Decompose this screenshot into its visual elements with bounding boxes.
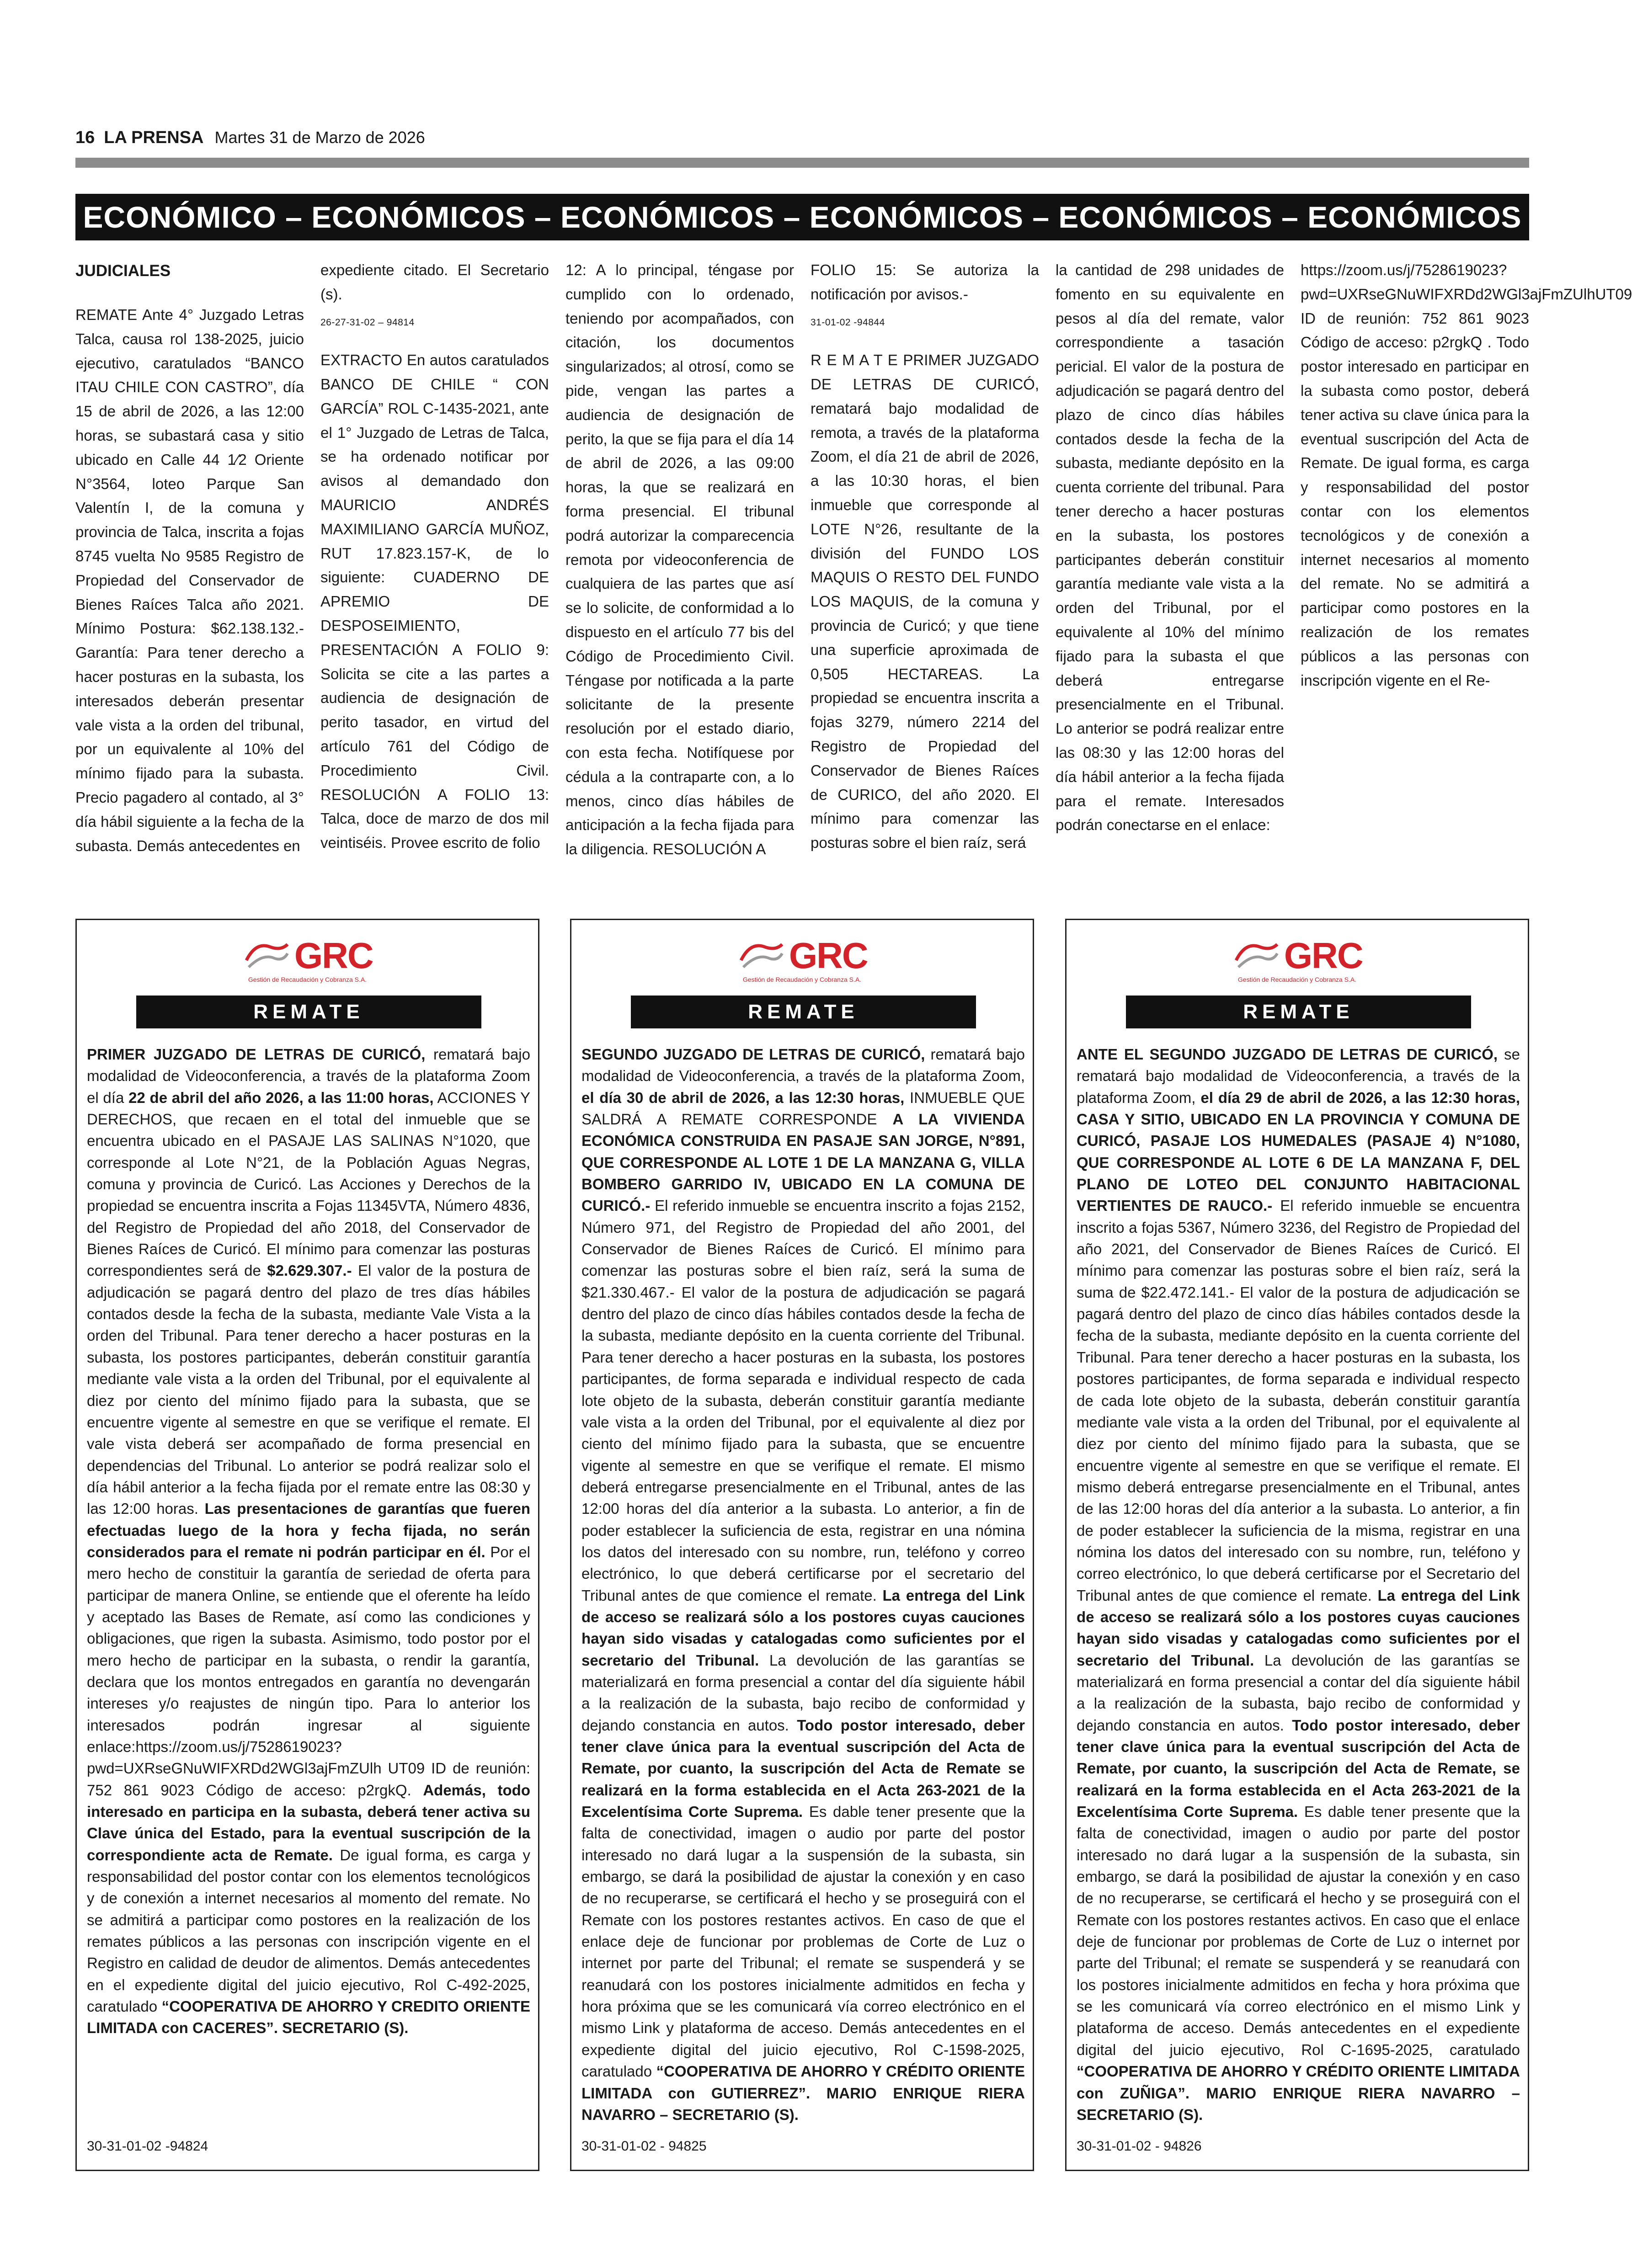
section-title: ECONÓMICO – ECONÓMICOS – ECONÓMICOS – ECONÓMICOS – ECONÓMICOS – ECONÓMICOS [75,194,1529,240]
remate-notice-1 [75,919,539,2171]
classifieds-heading: JUDICIALES [75,262,171,280]
notice-body: PRIMER JUZGADO DE LETRAS DE CURICÓ, rematará bajo modalidad de Videoconferencia, a través de la plataforma Zoom el día 22 de abril del año 2026, a las 11:00 horas, ACCIONES Y DERECHOS, que recaen en el total del inmueble que se encuentra ubicado en el PASAJE LAS SALINAS N°1020, que corresponde al Lote N°21, de la Población Aguas Negras, comuna y provincia de Curicó. Las Acciones y Derechos de la propiedad se encuentra inscrita a Fojas 11345VTA, Número 4836, del Registro de Propiedad del año 2018, del Conservador de Bienes Raíces de Curicó. El mínimo para comenzar las posturas correspondientes será de $2.629.307.- El valor de la postura de adjudicación se pagará dentro del plazo de tres días hábiles contados desde la fecha de la subasta, mediante Vale Vista a la orden del Tribunal. Para tener derecho a hacer posturas en la subasta, los postores participantes, deberán constituir garantía mediante vale vista a la orden del Tribunal, por el equivalente al diez por ciento del mínimo fijado para la subasta, que se encuentre vigente al semestre en que se verifique el remate. El vale vista deberá ser acompañado de forma presencial en dependencias del Tribunal. Lo anterior se podrá realizar solo el día hábil anterior a la fecha fijada por el remate entre las 08:30 y las 12:00 horas. Las presentaciones de garantías que fueren efectuadas luego de la hora y fecha fijada, no serán considerados para el remate ni podrán participar en él. Por el mero hecho de constituir la garantía de seriedad de oferta para participar de manera Online, se entiende que el oferente ha leído y aceptado las Bases de Remate, así como las condiciones y obligaciones, que rigen la subasta. Asimismo, todo postor por el mero hecho de participar en la subasta, o rendir la garantía, declara que los montos entregados en garantía no devengarán intereses y/o reajustes de ningún tipo. Para lo anterior los interesados podrán ingresar al siguiente enlace:https://zoom.us/j/7528619023?pwd=UXRseGNuWIFXRDd2WGl3ajFmZUlh UT09 ID de reunión: 752 861 9023 Código de acceso: p2rgkQ. Además, todo interesado en participa en la subasta, deberá tener activa su Clave única del Estado, para la eventual suscripción de la correspondiente acta de Remate. De igual forma, es carga y responsabilidad del postor contar con los elementos tecnológicos y de conexión a internet necesarios al momento del remate. No se admitirá a participar como postores en la realización de los remates públicos a las personas con inscripción vigente en el Registro en calidad de deudor de alimentos. Demás antecedentes en el expediente digital del juicio ejecutivo, Rol C-492-2025, caratulado “COOPERATIVA DE AHORRO Y CREDITO ORIENTE LIMITADA con CACERES”. SECRETARIO (S). [87,1046,530,2037]
classified-ad-1: REMATE Ante 4° Juzgado Letras Talca, causa rol 138-2025, juicio ejecutivo, caratulados “BANCO ITAU CHILE CON CASTRO”, día 15 de abril de 2026, a las 12:00 horas, se subastará casa y sitio ubicado en Calle 44 1⁄2 Oriente N°3564, loteo Parque San Valentín I, de la comuna y provincia de Talca, inscrita a fojas 8745 vuelta No 9585 Registro de Propiedad del Conservador de Bienes Raíces Talca año 2021. Mínimo Postura: $62.138.132.- Garantía: Para tener derecho a hacer posturas en la subasta, los interesados deberán presentar vale vista a la orden del tribunal, por un equivalente al 10% del mínimo fijado para la subasta. Precio pagadero al contado, al 3° día hábil siguiente a la fecha de la subasta. Demás antecedentes en [75,306,304,854]
page-number: 16 [75,128,95,147]
grc-emblem-icon [1232,940,1282,972]
classified-ad-2: EXTRACTO En autos caratulados BANCO DE CHILE “ CON GARCÍA” ROL C-1435-2021, ante el 1° Juzgado de Letras de Talca, se ha ordenado notificar por avisos al demandado don MAURICIO ANDRÉS MAXIMILIANO GARCÍA MUÑOZ, RUT 17.823.157-K, de lo siguiente: CUADERNO DE APREMIO DE DESPOSEIMIENTO, PRESENTACIÓN A FOLIO 9: Solicita se cite a las partes a audiencia de designación de perito tasador, en virtud del artículo 761 del Código de Procedimiento Civil. RESOLUCIÓN A FOLIO 13: Talca, doce de marzo de dos mil veintiséis. Provee escrito de folio [320,351,549,852]
publication-date: Martes 31 de Marzo de 2026 [214,128,425,147]
notice-code: 30-31-01-02 - 94825 [581,2139,707,2154]
classified-ad-1: expediente citado. El Secretario (s). [320,261,549,303]
grc-logo-subtitle: Gestión de Recaudación y Cobranza S.A. [1237,976,1357,983]
notice-code: 30-31-01-02 - 94826 [1077,2139,1202,2154]
classified-ad-2: FOLIO 15: Se autoriza la notificación por avisos.- [811,261,1039,303]
grc-logo-subtitle: Gestión de Recaudación y Cobranza S.A. [742,976,862,983]
grc-logo [571,937,1033,992]
classifieds-area [75,258,1632,889]
publication-name: LA PRENSA [104,128,204,147]
remate-title: REMATE [1126,996,1471,1028]
classified-column-6 [1301,258,1632,889]
classified-ad-3: https://zoom.us/j/7528619023?pwd=UXRseGNuWIFXRDd2WGl3ajFmZUlhUT09 ID de reunión: 752 861 9023 Código de acceso: p2rgkQ . Todo postor interesado en participar en la subasta como postor, deberá tener activa su clave única para la eventual suscripción del Acta de Remate. De igual forma, es carga y responsabilidad del postor contar con los elementos tecnológicos y de conexión a internet necesarios al momento del remate. No se admitirá a participar como postores en la realización de los remates públicos a las personas con inscripción vigente en el Re- [1301,261,1632,689]
classified-ad-2: 12: A lo principal, téngase por cumplido con lo ordenado, teniendo por acompañados, con citación, los documentos singularizados; al otrosí, como se pide, vengan las partes a audiencia de designación de perito, la que se fija para el día 14 de abril de 2026, a las 09:00 horas, la que se realizará en forma presencial. El tribunal podrá autorizar la comparecencia remota por videoconferencia de cualquiera de las partes que así se lo solicite, de conformidad a lo dispuesto en el artículo 77 bis del Código de Procedimiento Civil. Téngase por notificada a la parte solicitante de la presente resolución por el estado diario, con esta fecha. Notifíquese por cédula a la contraparte con, a lo menos, cinco días hábiles de anticipación a la fecha fijada para la diligencia. RESOLUCIÓN A [565,261,794,858]
remate-notice-3 [1065,919,1529,2171]
classified-ad-3: R E M A T E PRIMER JUZGADO DE LETRAS DE CURICÓ, rematará bajo modalidad de remota, a través de la plataforma Zoom, el día 21 de abril de 2026, a las 10:30 horas, el bien inmueble que corresponde al LOTE N°26, resultante de la división del FUNDO LOS MAQUIS O RESTO DEL FUNDO LOS MAQUIS, de la comuna y provincia de Curicó; y que tiene una superficie aproximada de 0,505 HECTAREAS. La propiedad se encuentra inscrita a fojas 3279, número 2214 del Registro de Propiedad del Conservador de Bienes Raíces de CURICO, del año 2020. El mínimo para comenzar las posturas sobre el bien raíz, será [811,351,1039,852]
classified-column-3 [565,258,794,889]
notice-code: 30-31-01-02 -94824 [87,2139,208,2154]
classified-ad-3: la cantidad de 298 unidades de fomento en su equivalente en pesos al día del remate, valor correspondiente a tasación pericial. El valor de la postura de adjudicación se pagará dentro del plazo de cinco días hábiles contados desde la fecha de la subasta, mediante depósito en la cuenta corriente del tribunal. Para tener derecho a hacer posturas en la subasta, los postores participantes deberán constituir garantía mediante vale vista a la orden del Tribunal, por el equivalente al 10% del mínimo fijado para la subasta el que deberá entregarse presencialmente en el Tribunal. Lo anterior se podrá realizar entre las 08:30 y las 12:00 horas del día hábil anterior a la fecha fijada para el remate. Interesados podrán conectarse en el enlace: [1056,261,1284,834]
remate-title: REMATE [631,996,976,1028]
grc-logo-subtitle: Gestión de Recaudación y Cobranza S.A. [248,976,367,983]
grc-logo-text: GRC [789,935,868,976]
grc-logo-text: GRC [1284,935,1363,976]
classified-column-2 [320,258,549,889]
header-divider [75,158,1529,168]
classified-ad-1-code: 26-27-31-02 – 94814 [320,317,415,328]
page-header [75,128,425,155]
remate-title: REMATE [136,996,481,1028]
grc-logo [1067,937,1528,992]
grc-logo [77,937,538,992]
grc-emblem-icon [242,940,292,972]
grc-emblem-icon [736,940,787,972]
classified-column-4 [811,258,1039,889]
notice-body: ANTE EL SEGUNDO JUZGADO DE LETRAS DE CURICÓ, se rematará bajo modalidad de Videoconferencia, a través de la plataforma Zoom, el día 29 de abril de 2026, a las 12:30 horas, CASA Y SITIO, UBICADO EN LA PROVINCIA Y COMUNA DE CURICÓ, PASAJE LOS HUMEDALES (PASAJE 4) N°1080, QUE CORRESPONDE AL LOTE 6 DE LA MANZANA F, DEL PLANO DE LOTEO DEL CONJUNTO HABITACIONAL VERTIENTES DE RAUCO.- El referido inmueble se encuentra inscrito a fojas 5367, Número 3236, del Registro de Propiedad del año 2021, del Conservador de Bienes Raíces de Curicó. El mínimo para comenzar las posturas sobre el bien raíz, será la suma de $22.472.141.- El valor de la postura de adjudicación se pagará dentro del plazo de cinco días hábiles contados desde la fecha de la subasta, mediante depósito en la cuenta corriente del Tribunal. Para tener derecho a hacer posturas en la subasta, los postores participantes, de forma separada e individual respecto de cada lote objeto de la subasta, deberán constituir garantía mediante vale vista a la orden del Tribunal, por el equivalente al diez por ciento del mínimo fijado para la subasta, que se encuentre vigente al semestre en que se verifique el remate. El mismo deberá entregarse presencialmente en el Tribunal, antes de las 12:00 horas del día anterior a la subasta. Lo anterior, a fin de poder establecer la suficiencia de la misma, registrar en una nómina los datos del interesado con su nombre, run, teléfono y correo electrónico, lo que deberá certificarse por el Secretario del Tribunal antes de que comience el remate. La entrega del Link de acceso se realizará sólo a los postores cuyas cauciones hayan sido visadas y catalogadas como suficientes por el secretario del Tribunal. La devolución de las garantías se materializará en forma presencial a contar del día siguiente hábil a la realización de la subasta, bajo recibo de conformidad y dejando constancia en autos. Todo postor interesado, deber tener clave única para la eventual suscripción del Acta de Remate, por cuanto, la suscripción del Acta de Remate, se realizará en la forma establecida en el Acta 263-2021 de la Excelentísima Corte Suprema. Es dable tener presente que la falta de conectividad, imagen o audio por parte del postor interesado no dará lugar a la suspensión de la subasta, sin embargo, se dará la posibilidad de ajustar la conexión y en caso de no recuperarse, se certificará el hecho y se proseguirá con el Remate con los postores restantes activos. En caso que el enlace deje de funcionar por problemas de Corte de Luz o internet por parte del Tribunal; el remate se suspenderá y se reanudará con los postores inicialmente admitidos en fecha y hora próxima que se les comunicará vía correo electrónico en el mismo Link y plataforma de acceso. Demás antecedentes en el expediente digital del juicio ejecutivo, Rol C-1695-2025, caratulado “COOPERATIVA DE AHORRO Y CRÉDITO ORIENTE LIMITADA con ZUÑIGA”. MARIO ENRIQUE RIERA NAVARRO – SECRETARIO (S). [1077,1046,1520,2123]
grc-logo-text: GRC [294,935,373,976]
notice-body: SEGUNDO JUZGADO DE LETRAS DE CURICÓ, rematará bajo modalidad de Videoconferencia, a través de la plataforma Zoom, el día 30 de abril de 2026, a las 12:30 horas, INMUEBLE QUE SALDRÁ A REMATE CORRESPONDE A LA VIVIENDA ECONÓMICA CONSTRUIDA EN PASAJE SAN JORGE, N°891, QUE CORRESPONDE AL LOTE 1 DE LA MANZANA G, VILLA BOMBERO GARRIDO IV, UBICADO EN LA COMUNA DE CURICÓ.- El referido inmueble se encuentra inscrito a fojas 2152, Número 971, del Registro de Propiedad del año 2001, del Conservador de Bienes Raíces de Curicó. El mínimo para comenzar las posturas sobre el bien raíz, será la suma de $21.330.467.- El valor de la postura de adjudicación se pagará dentro del plazo de cinco días hábiles contados desde la fecha de la subasta, mediante depósito en la cuenta corriente del Tribunal. Para tener derecho a hacer posturas en la subasta, los postores participantes, de forma separada e individual respecto de cada lote objeto de la subasta, deberán constituir garantía mediante vale vista a la orden del Tribunal, por el equivalente al diez por ciento del mínimo fijado para la subasta, que se encuentre vigente al semestre en que se verifique el remate. El mismo deberá entregarse presencialmente en el Tribunal, antes de las 12:00 horas del día anterior a la subasta. Lo anterior, a fin de poder establecer la suficiencia de esta, registrar en una nómina los datos del interesado con su nombre, run, teléfono y correo electrónico, lo que deberá certificarse por el secretario del Tribunal antes de que comience el remate. La entrega del Link de acceso se realizará sólo a los postores cuyas cauciones hayan sido visadas y catalogadas como suficientes por el secretario del Tribunal. La devolución de las garantías se materializará en forma presencial a contar del día siguiente hábil a la realización de la subasta, bajo recibo de conformidad y dejando constancia en autos. Todo postor interesado, deber tener clave única para la eventual suscripción del Acta de Remate, por cuanto, la suscripción del Acta de Remate se realizará en la forma establecida en el Acta 263-2021 de la Excelentísima Corte Suprema. Es dable tener presente que la falta de conectividad, imagen o audio por parte del postor interesado no dará lugar a la suspensión de la subasta, sin embargo, se dará la posibilidad de ajustar la conexión y en caso de no recuperarse, se certificará el hecho y se proseguirá con el Remate con los postores restantes activos. En caso de que el enlace deje de funcionar por problemas de Corte de Luz o internet por parte del Tribunal; el remate se suspenderá y se reanudará con los postores inicialmente admitidos en fecha y hora próxima que se les comunicará vía correo electrónico en el mismo Link y plataforma de acceso. Demás antecedentes en el expediente digital del juicio ejecutivo, Rol C-1598-2025, caratulado “COOPERATIVA DE AHORRO Y CRÉDITO ORIENTE LIMITADA con GUTIERREZ”. MARIO ENRIQUE RIERA NAVARRO – SECRETARIO (S). [581,1046,1025,2123]
classified-ad-2-code: 31-01-02 -94844 [811,317,885,328]
remate-notice-2 [570,919,1034,2171]
classified-column-1 [75,258,304,889]
classified-column-5 [1056,258,1284,889]
